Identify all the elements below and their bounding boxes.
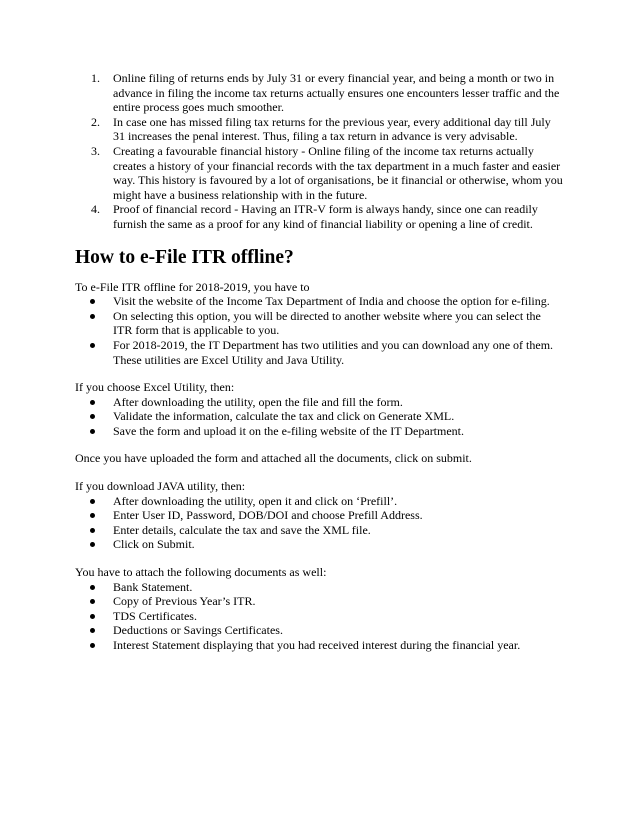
bullet-icon [90,585,95,590]
list-item [75,409,563,424]
list-item-text: Validate the information, calculate the tax and click on Generate XML. [113,409,455,424]
section-heading: How to e-File ITR offline? [75,246,294,268]
item-text: Proof of financial record - Having an ITR-V form is always handy, since one can readily furnish the same as a proof for any kind of financial liability or opening a line of credit. [113,202,538,231]
list-item [75,309,563,338]
list-item-text: Save the form and upload it on the e-filing website of the IT Department. [113,423,465,438]
bullet-icon [90,299,95,304]
bullet-icon [90,499,95,504]
list-item [75,537,563,552]
list-item [75,494,563,509]
item-text: In case one has missed filing tax returns for the previous year, every additional day till July 31 increases the penal interest. Thus, filing a tax return in advance is very advisable. [113,114,551,144]
numbered-item [75,202,563,231]
bullet-icon [90,343,95,348]
item-number: 3. [91,143,100,158]
bullet-icon [90,429,95,434]
list-item-text: Bank Statement. [113,579,193,594]
numbered-item [75,71,563,115]
item-text: Creating a favourable financial history - Online filing of the income tax returns actually creates a history of your financial records with the tax department in a much faster and easier way. This history is favoured by a lot of organisations, be it financial or otherwise, whom you might have a business relationship with in the future. [113,143,563,202]
item-number: 1. [91,71,100,85]
documents-intro-paragraph: You have to attach the following documents as well: [75,565,327,580]
java-intro-paragraph: If you download JAVA utility, then: [75,479,246,494]
list-item-text: Interest Statement displaying that you had received interest during the financial year. [113,638,521,652]
list-item [75,638,563,653]
list-item-text: Enter User ID, Password, DOB/DOI and choose Prefill Address. [113,508,423,523]
list-item-text: After downloading the utility, open it and click on ‘Prefill’. [113,493,398,508]
item-number: 4. [91,202,100,217]
bullet-icon [90,400,95,405]
bullet-icon [90,542,95,547]
list-item [75,594,563,609]
bullet-icon [90,314,95,319]
document-body [75,71,563,653]
list-item-text: Deductions or Savings Certificates. [113,623,283,638]
java-steps-list [75,494,563,552]
bullet-icon [90,513,95,518]
list-item [75,294,563,309]
list-item [75,580,563,595]
intro-paragraph: To e-File ITR offline for 2018-2019, you have to [75,279,310,294]
item-number: 2. [91,114,100,129]
item-text: Online filing of returns ends by July 31 or every financial year, and being a month or two in advance in filing the income tax returns actually ensures one encounters lesser traffic and the entire process goes much smoother. [113,71,560,115]
list-item [75,395,563,410]
list-item-text: TDS Certificates. [113,608,197,623]
bullet-icon [90,614,95,619]
once-uploaded-paragraph: Once you have uploaded the form and attached all the documents, click on submit. [75,451,472,466]
excel-intro-paragraph: If you choose Excel Utility, then: [75,380,235,395]
list-item-text: For 2018-2019, the IT Department has two utilities and you can download any one of them. These utilities are Excel Utility and Java Utility. [113,337,554,367]
bullet-icon [90,643,95,648]
list-item [75,523,563,538]
list-item-text: After downloading the utility, open the file and fill the form. [113,394,403,409]
list-item-text: Visit the website of the Income Tax Department of India and choose the option for e-filing. [113,294,550,309]
list-item-text: Enter details, calculate the tax and save the XML file. [113,522,371,537]
excel-steps-list [75,395,563,439]
list-item [75,609,563,624]
list-item [75,424,563,439]
list-item [75,508,563,523]
documents-list [75,580,563,653]
list-item [75,338,563,367]
list-item-text: On selecting this option, you will be directed to another website where you can select the ITR form that is applicable to you. [113,308,541,338]
bullet-icon [90,414,95,419]
numbered-item [75,115,563,144]
bullet-icon [90,528,95,533]
bullet-icon [90,628,95,633]
list-item-text: Copy of Previous Year’s ITR. [113,594,256,609]
benefits-numbered-list [75,71,563,232]
bullet-icon [90,599,95,604]
list-item [75,623,563,638]
numbered-item [75,144,563,202]
steps-bullet-list [75,294,563,367]
list-item-text: Click on Submit. [113,537,195,552]
